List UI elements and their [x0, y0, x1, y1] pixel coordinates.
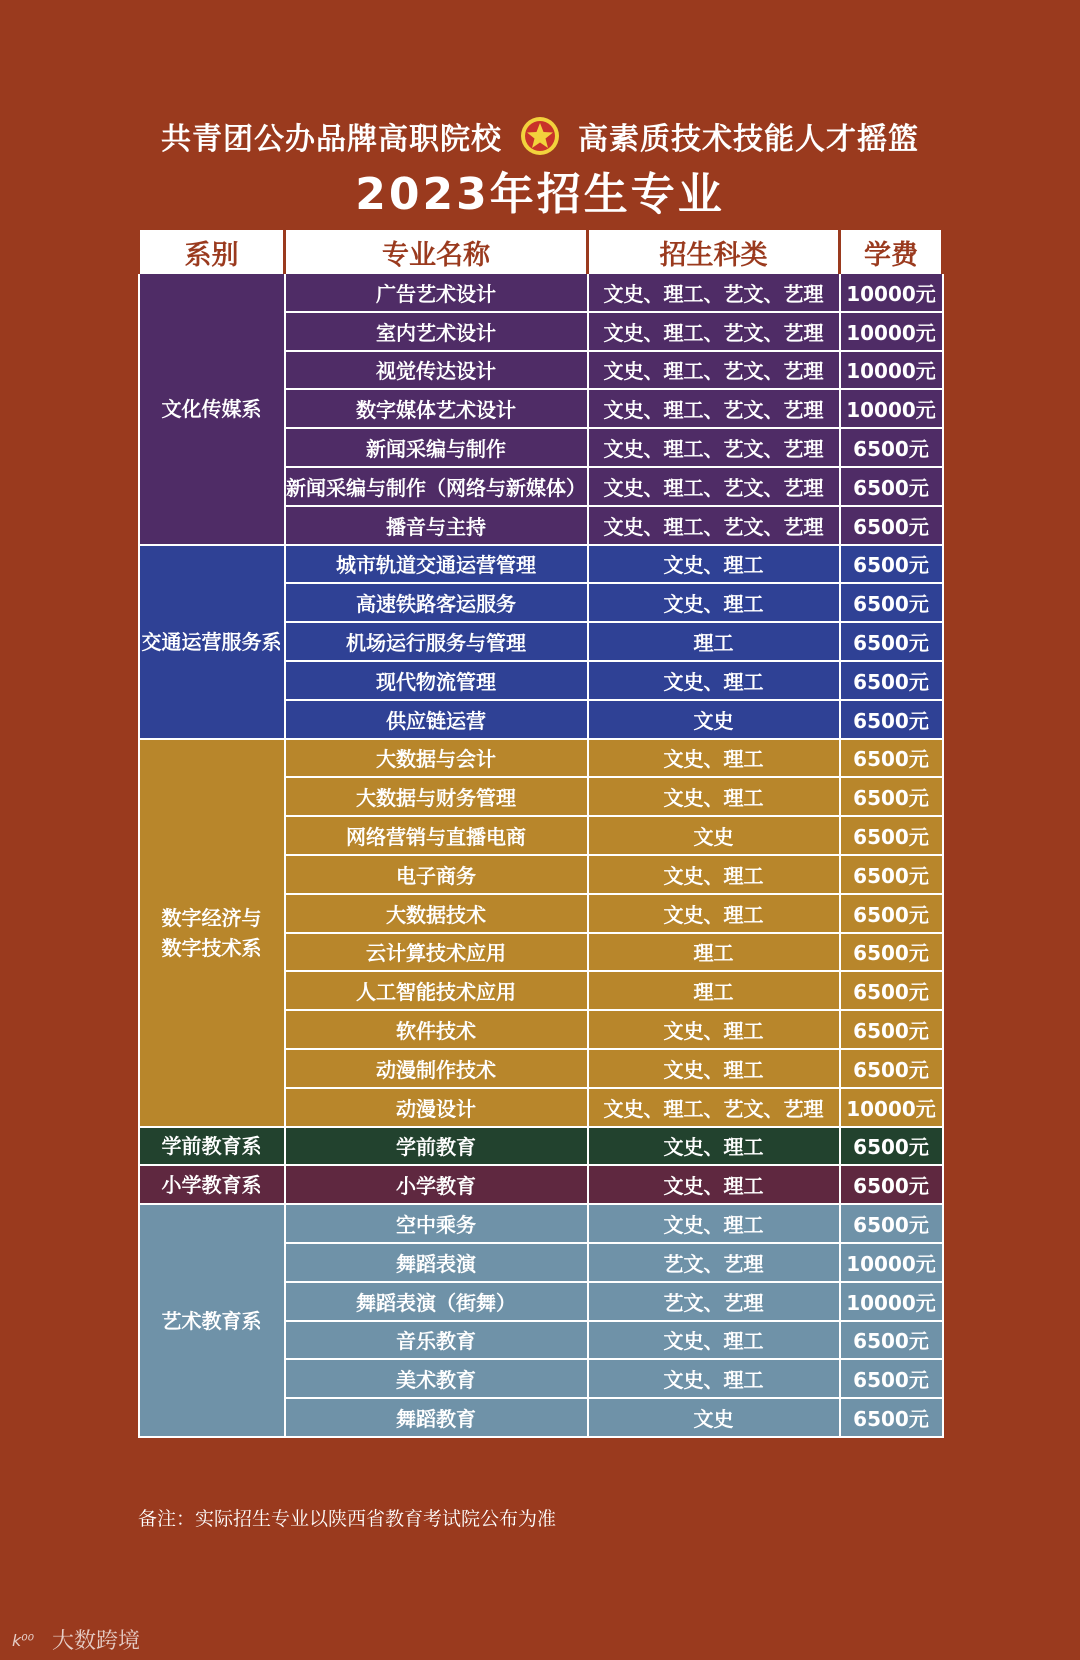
- major-cell: 数字媒体艺术设计: [285, 389, 588, 428]
- subjects-cell: 文史: [588, 816, 840, 855]
- major-cell: 舞蹈表演: [285, 1243, 588, 1282]
- league-emblem-icon: [520, 116, 560, 156]
- department-cell: 交通运营服务系: [139, 545, 285, 739]
- subjects-cell: 文史、理工、艺文、艺理: [588, 506, 840, 545]
- major-cell: 人工智能技术应用: [285, 971, 588, 1010]
- subjects-cell: 文史、理工、艺文、艺理: [588, 389, 840, 428]
- subjects-cell: 文史: [588, 700, 840, 739]
- major-cell: 大数据与财务管理: [285, 777, 588, 816]
- major-cell: 现代物流管理: [285, 661, 588, 700]
- header-slogan: [0, 114, 1080, 158]
- fee-cell: 10000元: [840, 351, 943, 390]
- major-cell: 视觉传达设计: [285, 351, 588, 390]
- fee-cell: 6500元: [840, 933, 943, 972]
- fee-cell: 6500元: [840, 1165, 943, 1204]
- major-cell: 动漫制作技术: [285, 1049, 588, 1088]
- fee-cell: 6500元: [840, 1359, 943, 1398]
- table-row: [139, 1127, 943, 1166]
- fee-cell: 6500元: [840, 1398, 943, 1437]
- fee-cell: 6500元: [840, 583, 943, 622]
- major-cell: 高速铁路客运服务: [285, 583, 588, 622]
- table-body: [139, 273, 943, 1437]
- major-cell: 城市轨道交通运营管理: [285, 545, 588, 584]
- fee-cell: 6500元: [840, 1049, 943, 1088]
- fee-cell: 6500元: [840, 661, 943, 700]
- subjects-cell: 文史、理工、艺文、艺理: [588, 467, 840, 506]
- major-cell: 空中乘务: [285, 1204, 588, 1243]
- fee-cell: 6500元: [840, 545, 943, 584]
- page-title: 2023年招生专业: [355, 169, 725, 220]
- department-cell: 小学教育系: [139, 1165, 285, 1204]
- column-header-major: 专业名称: [285, 231, 588, 273]
- major-cell: 美术教育: [285, 1359, 588, 1398]
- department-cell: 学前教育系: [139, 1127, 285, 1166]
- subjects-cell: 文史、理工: [588, 545, 840, 584]
- fee-cell: 6500元: [840, 894, 943, 933]
- major-cell: 舞蹈表演（街舞）: [285, 1282, 588, 1321]
- major-cell: 小学教育: [285, 1165, 588, 1204]
- table-header-row: [139, 231, 943, 273]
- major-cell: 播音与主持: [285, 506, 588, 545]
- subjects-cell: 文史、理工: [588, 739, 840, 778]
- major-cell: 新闻采编与制作: [285, 428, 588, 467]
- subjects-cell: 文史、理工: [588, 1049, 840, 1088]
- column-header-department: 系别: [139, 231, 285, 273]
- subjects-cell: 文史、理工: [588, 1165, 840, 1204]
- fee-cell: 6500元: [840, 467, 943, 506]
- subjects-cell: 文史、理工、艺文、艺理: [588, 428, 840, 467]
- subjects-cell: 理工: [588, 622, 840, 661]
- watermark-text: 大数跨境: [52, 1629, 141, 1654]
- fee-cell: 6500元: [840, 622, 943, 661]
- table-row: [139, 1204, 943, 1243]
- department-cell: 文化传媒系: [139, 273, 285, 545]
- subjects-cell: 文史、理工: [588, 1127, 840, 1166]
- subjects-cell: 文史、理工、艺文、艺理: [588, 1088, 840, 1127]
- watermark-logo-icon: [12, 1629, 46, 1651]
- watermark: [12, 1624, 140, 1655]
- fee-cell: 6500元: [840, 777, 943, 816]
- subjects-cell: 文史、理工: [588, 855, 840, 894]
- subjects-cell: 文史、理工: [588, 1204, 840, 1243]
- subjects-cell: 艺文、艺理: [588, 1282, 840, 1321]
- subjects-cell: 文史、理工: [588, 1359, 840, 1398]
- table-row: [139, 273, 943, 312]
- footnote: 备注：实际招生专业以陕西省教育考试院公布为准: [138, 1508, 557, 1530]
- fee-cell: 10000元: [840, 1088, 943, 1127]
- fee-cell: 10000元: [840, 273, 943, 312]
- major-cell: 广告艺术设计: [285, 273, 588, 312]
- major-cell: 学前教育: [285, 1127, 588, 1166]
- subjects-cell: 文史、理工: [588, 894, 840, 933]
- major-cell: 舞蹈教育: [285, 1398, 588, 1437]
- subjects-cell: 理工: [588, 971, 840, 1010]
- fee-cell: 6500元: [840, 739, 943, 778]
- major-cell: 电子商务: [285, 855, 588, 894]
- subjects-cell: 文史、理工、艺文、艺理: [588, 351, 840, 390]
- fee-cell: 6500元: [840, 1127, 943, 1166]
- table-row: [139, 545, 943, 584]
- fee-cell: 6500元: [840, 971, 943, 1010]
- fee-cell: 6500元: [840, 816, 943, 855]
- subjects-cell: 理工: [588, 933, 840, 972]
- column-header-fee: 学费: [840, 231, 943, 273]
- subjects-cell: 文史、理工、艺文、艺理: [588, 273, 840, 312]
- column-header-subjects: 招生科类: [588, 231, 840, 273]
- fee-cell: 6500元: [840, 855, 943, 894]
- fee-cell: 10000元: [840, 1282, 943, 1321]
- subjects-cell: 文史、理工、艺文、艺理: [588, 312, 840, 351]
- fee-cell: 6500元: [840, 700, 943, 739]
- fee-cell: 6500元: [840, 1010, 943, 1049]
- major-cell: 新闻采编与制作（网络与新媒体）: [285, 467, 588, 506]
- subjects-cell: 文史、理工: [588, 777, 840, 816]
- enrollment-table: [137, 230, 944, 1438]
- major-cell: 大数据技术: [285, 894, 588, 933]
- major-cell: 供应链运营: [285, 700, 588, 739]
- major-cell: 软件技术: [285, 1010, 588, 1049]
- fee-cell: 6500元: [840, 1321, 943, 1360]
- fee-cell: 6500元: [840, 428, 943, 467]
- table-row: [139, 1165, 943, 1204]
- subjects-cell: 文史、理工: [588, 661, 840, 700]
- subjects-cell: 文史: [588, 1398, 840, 1437]
- svg-text:k⁰⁰: k⁰⁰: [12, 1630, 35, 1650]
- subjects-cell: 文史、理工: [588, 1010, 840, 1049]
- subjects-cell: 文史、理工: [588, 583, 840, 622]
- fee-cell: 10000元: [840, 389, 943, 428]
- major-cell: 网络营销与直播电商: [285, 816, 588, 855]
- major-cell: 云计算技术应用: [285, 933, 588, 972]
- major-cell: 大数据与会计: [285, 739, 588, 778]
- fee-cell: 6500元: [840, 1204, 943, 1243]
- subjects-cell: 艺文、艺理: [588, 1243, 840, 1282]
- major-cell: 室内艺术设计: [285, 312, 588, 351]
- department-cell: 艺术教育系: [139, 1204, 285, 1437]
- department-cell: 数字经济与数字技术系: [139, 739, 285, 1127]
- slogan-right: 高素质技术技能人才摇篮: [578, 122, 919, 157]
- table-row: [139, 739, 943, 778]
- fee-cell: 10000元: [840, 1243, 943, 1282]
- subjects-cell: 文史、理工: [588, 1321, 840, 1360]
- slogan-left: 共青团公办品牌高职院校: [161, 122, 502, 157]
- fee-cell: 10000元: [840, 312, 943, 351]
- major-cell: 动漫设计: [285, 1088, 588, 1127]
- major-cell: 音乐教育: [285, 1321, 588, 1360]
- major-cell: 机场运行服务与管理: [285, 622, 588, 661]
- fee-cell: 6500元: [840, 506, 943, 545]
